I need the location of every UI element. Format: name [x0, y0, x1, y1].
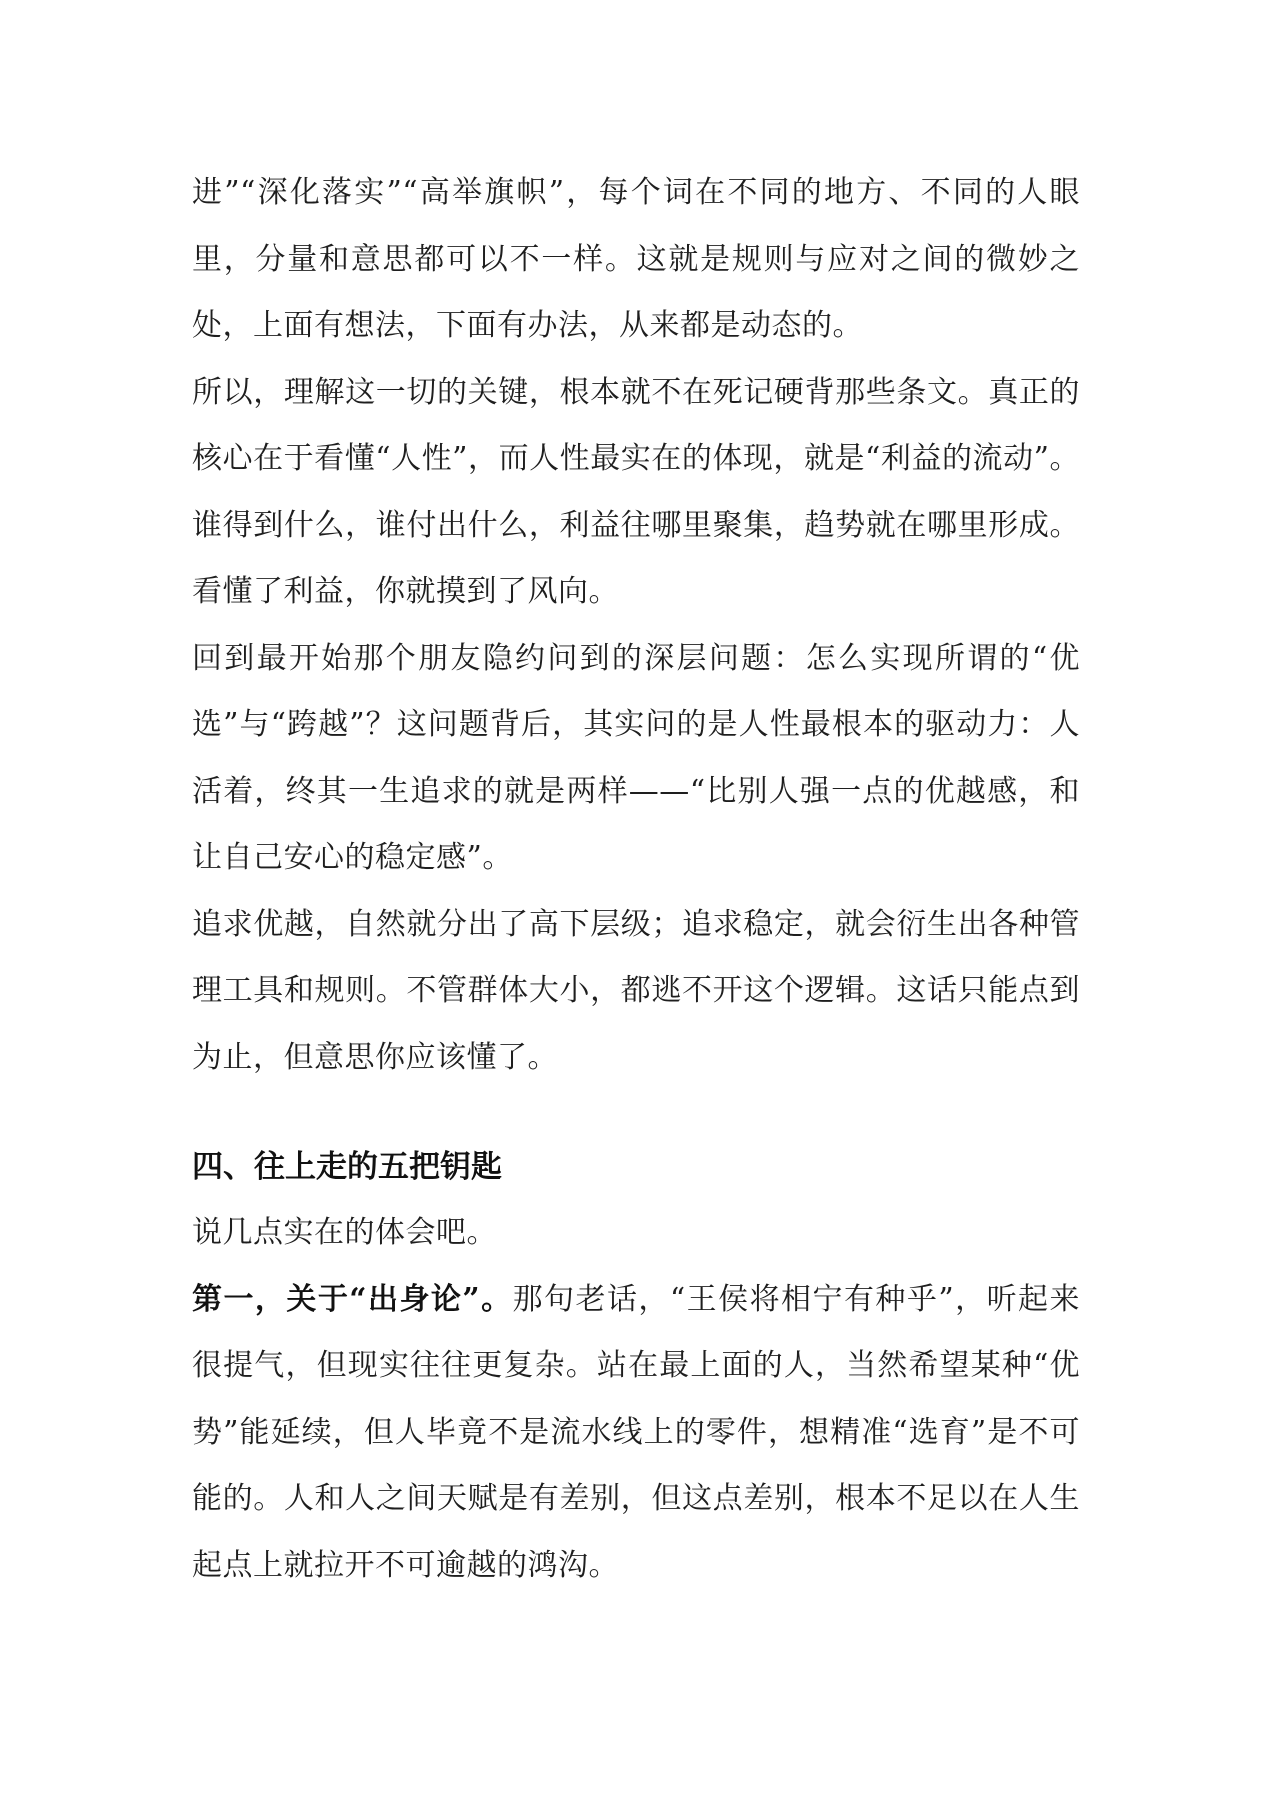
point-1-text: 那句老话，“王侯将相宁有种乎”，听起来很提气，但现实往往更复杂。站在最上面的人，当然希望某种“优势”能延续，但人毕竟不是流水线上的零件，想精准“选育”是不可能的。人和人之间天赋是有差别，但这点差别，根本不足以在人生起点上就拉开不可逾越的鸿沟。 [192, 1281, 1080, 1583]
paragraph-2: 所以，理解这一切的关键，根本就不在死记硬背那些条文。真正的核心在于看懂“人性”，而人性最实在的体现，就是“利益的流动”。谁得到什么，谁付出什么，利益往哪里聚集，趋势就在哪里形成。看懂了利益，你就摸到了风向。 [192, 374, 1080, 609]
point-1-lead: 第一，关于“出身论”。 [192, 1281, 513, 1317]
section-intro: 说几点实在的体会吧。 [192, 1215, 497, 1250]
paragraph-4: 追求优越，自然就分出了高下层级；追求稳定，就会衍生出各种管理工具和规则。不管群体大小，都逃不开这个逻辑。这话只能点到为止，但意思你应该懂了。 [192, 906, 1080, 1075]
paragraph-1: 进”“深化落实”“高举旗帜”，每个词在不同的地方、不同的人眼里，分量和意思都可以不一样。这就是规则与应对之间的微妙之处，上面有想法，下面有办法，从来都是动态的。 [192, 175, 1080, 343]
paragraph-3: 回到最开始那个朋友隐约问到的深层问题：怎么实现所谓的“优选”与“跨越”？这问题背后，其实问的是人性最根本的驱动力：人活着，终其一生追求的就是两样——“比别人强一点的优越感，和让自己安心的稳定感”。 [192, 640, 1080, 875]
section-heading: 四、往上走的五把钥匙 [192, 1149, 502, 1185]
point-1-paragraph [192, 1267, 1080, 1600]
document-body [192, 160, 1080, 1599]
